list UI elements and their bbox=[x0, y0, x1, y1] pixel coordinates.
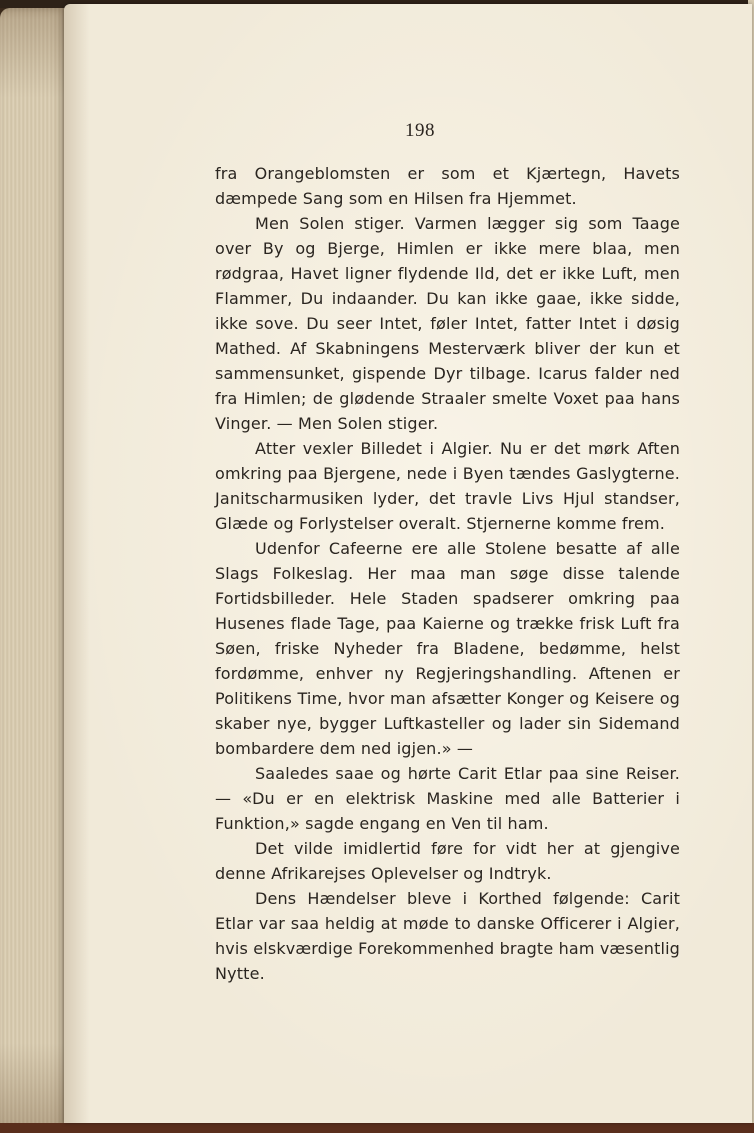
page-number: 198 bbox=[405, 120, 435, 141]
book-page-edges bbox=[0, 8, 68, 1133]
paragraph-sun-rises: Men Solen stiger. Varmen lægger sig som Taage over By og Bjerge, Himlen er ikke mere blaa, men rødgraa, Havet ligner flydende Ild, det er ikke Luft, men Flammer, Du indaander. Du kan ikke gaae, ikke sidde, ikke sove. Du seer Intet, føler Intet, fatter Intet i døsig Mathed. Af Skabningens Mesterværk bliver der kun et sammensunket, gispende Dyr tilbage. Icarus falder ned fra Himlen; de glødende Straaler smelte Voxet paa hans Vinger. — Men Solen stiger. bbox=[215, 214, 680, 433]
paragraph-cafes: Udenfor Cafeerne ere alle Stolene besatte af alle Slags Folkeslag. Her maa man søge disse talende Fortidsbilleder. Hele Staden spadserer omkring paa Husenes flade Tage, paa Kaierne og trække frisk Luft fra Søen, friske Nyheder fra Bladene, bedømme, helst fordømme, enhver ny Regjeringshandling. Aftenen er Politikens Time, hvor man afsætter Konger og Keisere og skaber nye, bygger Luftkasteller og lader sin Sidemand bombardere dem ned igjen.» — bbox=[215, 539, 680, 758]
paragraph-events: Dens Hændelser bleve i Korthed følgende: Carit Etlar var saa heldig at møde to danske Officerer i Algier, hvis elskværdige Forekommenhed bragte ham væsentlig Nytte. bbox=[215, 889, 680, 983]
paragraph-travels: Saaledes saae og hørte Carit Etlar paa sine Reiser. — «Du er en elektrisk Maskine med alle Batterier i Funktion,» sagde engang en Ven til ham. bbox=[215, 764, 680, 833]
book-cover-bottom bbox=[0, 1123, 754, 1133]
page-body-text bbox=[215, 161, 680, 986]
paragraph-evening-algiers: Atter vexler Billedet i Algier. Nu er det mørk Aften omkring paa Bjergene, nede i Byen tændes Gaslygterne. Janitscharmusiken lyder, det travle Livs Hjul standser, Glæde og Forlystelser overalt. Stjernerne komme frem. bbox=[215, 439, 680, 533]
paragraph-continuation: fra Orangeblomsten er som et Kjærtegn, Havets dæmpede Sang som en Hilsen fra Hjemmet. bbox=[215, 164, 680, 208]
paragraph-too-far: Det vilde imidlertid føre for vidt her at gjengive denne Afrikarejses Oplevelser og Indtryk. bbox=[215, 839, 680, 883]
